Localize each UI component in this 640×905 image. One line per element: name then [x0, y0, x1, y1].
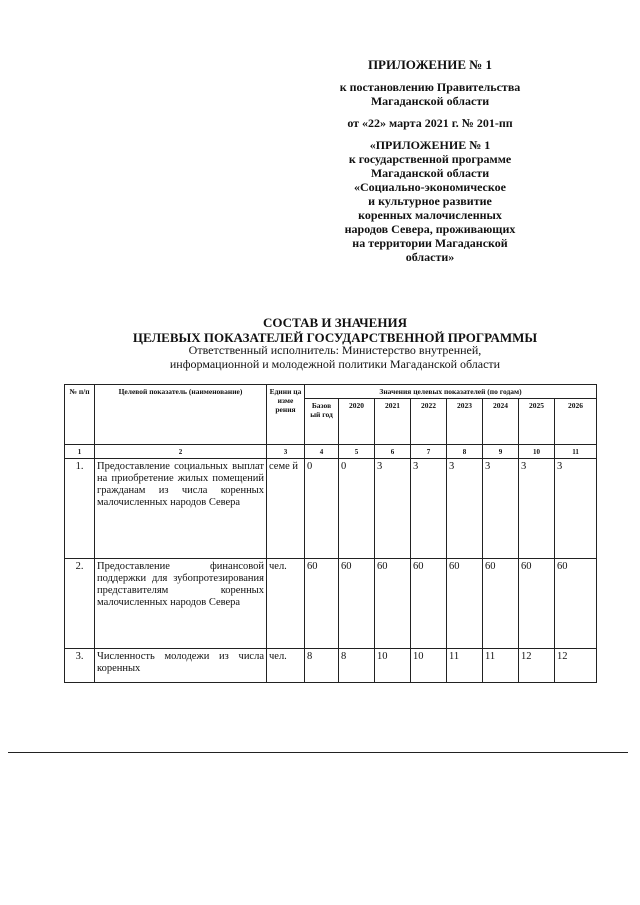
header-year: 2022 [411, 399, 447, 445]
page-divider [8, 752, 628, 753]
header-year: 2025 [519, 399, 555, 445]
indicator-value: 60 [339, 559, 375, 649]
annex-block-line-8: на территории Магаданской [352, 236, 508, 250]
column-number: 8 [447, 445, 483, 459]
column-number: 11 [555, 445, 597, 459]
column-number: 1 [65, 445, 95, 459]
header-year: 2020 [339, 399, 375, 445]
annex-decree-date: от «22» марта 2021 г. № 201-пп [347, 116, 513, 130]
annex-header [300, 58, 560, 264]
annex-block-line-1: «ПРИЛОЖЕНИЕ № 1 [369, 138, 491, 152]
table-row [65, 649, 597, 683]
document-title [60, 315, 610, 345]
responsible-line-1: Ответственный исполнитель: Министерство внутренней, [188, 343, 482, 357]
indicator-value: 12 [555, 649, 597, 683]
indicator-value: 60 [305, 559, 339, 649]
indicator-value: 3 [483, 459, 519, 559]
indicator-value: 60 [411, 559, 447, 649]
indicator-name: Предоставление финансовой поддержки для зубопротезирования представителям коренных малочисленных народов Севера [95, 559, 267, 649]
indicator-unit: чел. [267, 649, 305, 683]
indicator-value: 3 [519, 459, 555, 559]
responsible-line-2: информационной и молодежной политики Магаданской области [169, 357, 501, 371]
indicator-value: 8 [339, 649, 375, 683]
table-row [65, 559, 597, 649]
indicator-value: 10 [375, 649, 411, 683]
indicator-value: 10 [411, 649, 447, 683]
indicator-value: 0 [339, 459, 375, 559]
column-number: 9 [483, 445, 519, 459]
indicator-value: 60 [375, 559, 411, 649]
column-number: 6 [375, 445, 411, 459]
indicator-value: 60 [483, 559, 519, 649]
annex-block-line-9: области» [405, 250, 455, 264]
annex-decree-line-1: к постановлению Правительства [339, 80, 521, 94]
header-unit: Едини ца изме рения [267, 385, 305, 445]
indicator-name: Численность молодежи из числа коренных [95, 649, 267, 683]
annex-block-line-5: и культурное развитие [368, 194, 492, 208]
indicator-value: 3 [447, 459, 483, 559]
indicator-unit: семе й [267, 459, 305, 559]
indicator-value: 0 [305, 459, 339, 559]
document-title-line-2: ЦЕЛЕВЫХ ПОКАЗАТЕЛЕЙ ГОСУДАРСТВЕННОЙ ПРОГРАММЫ [132, 330, 538, 345]
indicator-value: 12 [519, 649, 555, 683]
header-num: № п/п [65, 385, 95, 445]
column-number: 3 [267, 445, 305, 459]
column-number: 10 [519, 445, 555, 459]
indicators-table [64, 384, 597, 683]
row-number: 1. [65, 459, 95, 559]
responsible-executor [60, 343, 610, 371]
annex-block-line-6: коренных малочисленных [358, 208, 502, 222]
header-year: 2023 [447, 399, 483, 445]
indicator-value: 8 [305, 649, 339, 683]
indicator-value: 3 [555, 459, 597, 559]
column-number: 4 [305, 445, 339, 459]
column-numbers-row [65, 445, 597, 459]
header-base-year: Базов ый год [305, 399, 339, 445]
indicator-value: 11 [447, 649, 483, 683]
header-values-group: Значения целевых показателей (по годам) [305, 385, 597, 399]
header-row-1 [65, 385, 597, 399]
row-number: 3. [65, 649, 95, 683]
header-year: 2021 [375, 399, 411, 445]
annex-title: ПРИЛОЖЕНИЕ № 1 [367, 57, 493, 72]
column-number: 5 [339, 445, 375, 459]
indicator-name: Предоставление социальных выплат на приобретение жилых помещений гражданам из числа коренных малочисленных народов Севера [95, 459, 267, 559]
annex-block-line-7: народов Севера, проживающих [344, 222, 516, 236]
annex-block-line-2: к государственной программе [348, 152, 512, 166]
document-title-line-1: СОСТАВ И ЗНАЧЕНИЯ [263, 315, 407, 330]
indicator-value: 3 [375, 459, 411, 559]
header-year: 2026 [555, 399, 597, 445]
indicator-value: 11 [483, 649, 519, 683]
column-number: 7 [411, 445, 447, 459]
indicator-unit: чел. [267, 559, 305, 649]
row-number: 2. [65, 559, 95, 649]
header-indicator: Целевой показатель (наименование) [95, 385, 267, 445]
column-number: 2 [95, 445, 267, 459]
annex-block-line-4: «Социально-экономическое [354, 180, 506, 194]
annex-block-line-3: Магаданской области [370, 166, 490, 180]
header-year: 2024 [483, 399, 519, 445]
indicator-value: 60 [555, 559, 597, 649]
indicator-value: 60 [447, 559, 483, 649]
indicator-value: 3 [411, 459, 447, 559]
annex-decree-line-2: Магаданской области [370, 94, 490, 108]
indicator-value: 60 [519, 559, 555, 649]
table-row [65, 459, 597, 559]
